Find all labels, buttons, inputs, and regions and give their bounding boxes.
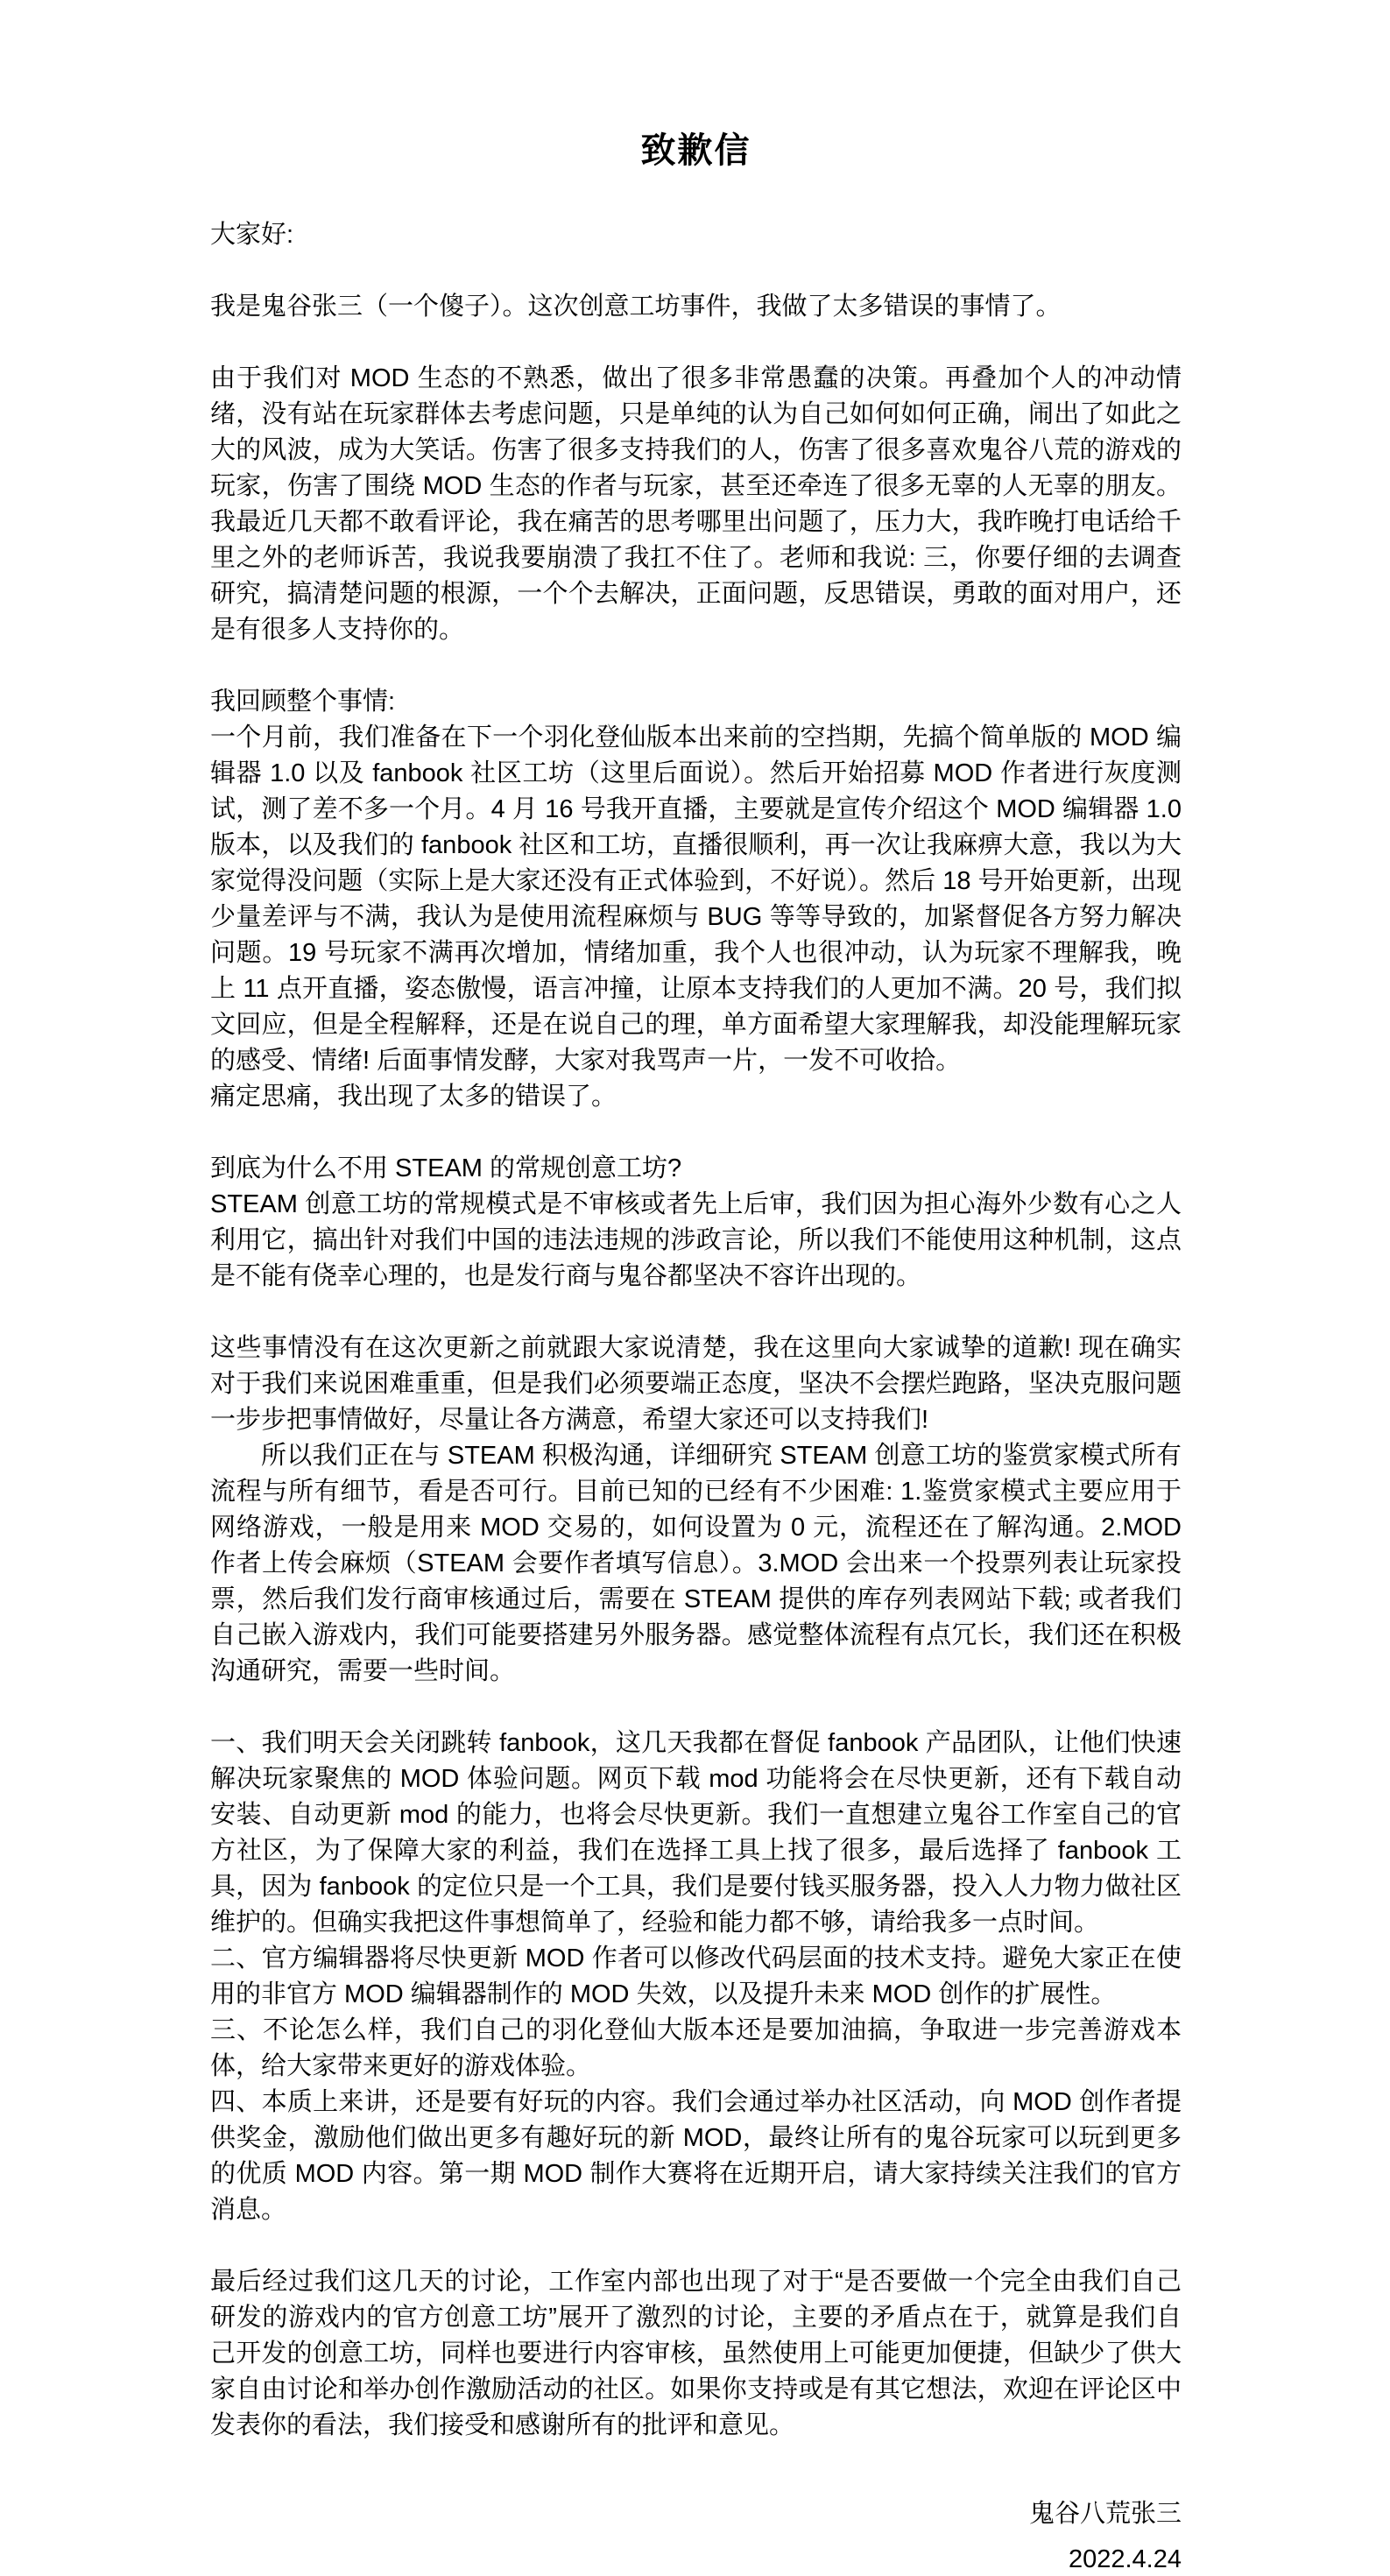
- date-line: 2022.4.24: [1068, 2545, 1182, 2573]
- mistakes-paragraph: 由于我们对 MOD 生态的不熟悉，做出了很多非常愚蠢的决策。再叠加个人的冲动情绪，没有站在玩家群体去考虑问题，只是单纯的认为自己如何如何正确，闹出了如此之大的风波，成为大笑话。伤害了很多支持我们的人，伤害了很多喜欢鬼谷八荒的游戏的玩家，伤害了围绕 MOD 生态的作者与玩家，甚至还牵连了很多无辜的人无辜的朋友。我最近几天都不敢看评论，我在痛苦的思考哪里出问题了，压力大，我昨晚打电话给千里之外的老师诉苦，我说我要崩溃了我扛不住了。老师和我说: 三，你要仔细的去调查研究，搞清楚问题的根源，一个个去解决，正面问题，反思错误，勇敢的面对用户，还是有很多人支持你的。: [210, 364, 1182, 644]
- intro-paragraph: 我是鬼谷张三（一个傻子）。这次创意工坊事件，我做了太多错误的事情了。: [210, 293, 1062, 321]
- action-item-4: 四、本质上来讲，还是要有好玩的内容。我们会通过举办社区活动，向 MOD 创作者提供奖金，激励他们做出更多有趣好玩的新 MOD，最终让所有的鬼谷玩家可以玩到更多的优质 MOD 内容。第一期 MOD 制作大赛将在近期开启，请大家持续关注我们的官方消息。: [210, 2088, 1182, 2224]
- greeting-line: 大家好:: [210, 221, 294, 249]
- action-item-3: 三、不论怎么样，我们自己的羽化登仙大版本还是要加油搞，争取进一步完善游戏本体，给大家带来更好的游戏体验。: [210, 2016, 1182, 2080]
- action-item-1: 一、我们明天会关闭跳转 fanbook，这几天我都在督促 fanbook 产品团队，让他们快速解决玩家聚焦的 MOD 体验问题。网页下载 mod 功能将会在尽快更新，还有下载自动安装、自动更新 mod 的能力，也将会尽快更新。我们一直想建立鬼谷工作室自己的官方社区，为了保障大家的利益，我们在选择工具上找了很多，最后选择了 fanbook 工具，因为 fanbook 的定位只是一个工具，我们是要付钱买服务器，投入人力物力做社区维护的。但确实我把这件事想简单了，经验和能力都不够，请给我多一点时间。: [210, 1729, 1182, 1937]
- signature: 鬼谷八荒张三: [1028, 2500, 1182, 2528]
- action-item-2: 二、官方编辑器将尽快更新 MOD 作者可以修改代码层面的技术支持。避免大家正在使用的非官方 MOD 编辑器制作的 MOD 失效，以及提升未来 MOD 创作的扩展性。: [210, 1944, 1182, 2008]
- steam-question-heading: 到底为什么不用 STEAM 的常规创意工坊?: [210, 1154, 682, 1182]
- closing-paragraph: 最后经过我们这几天的讨论，工作室内部也出现了对于“是否要做一个完全由我们自己研发的游戏内的官方创意工坊”展开了激烈的讨论，主要的矛盾点在于，就算是我们自己开发的创意工坊，同样也要进行内容审核，虽然使用上可能更加便捷，但缺少了供大家自由讨论和举办创作激励活动的社区。如果你支持或是有其它想法，欢迎在评论区中发表你的看法，我们接受和感谢所有的批评和意见。: [210, 2268, 1182, 2439]
- steam-explanation-paragraph: STEAM 创意工坊的常规模式是不审核或者先上后审，我们因为担心海外少数有心之人利用它，搞出针对我们中国的违法违规的涉政言论，所以我们不能使用这种机制，这点是不能有侥幸心理的，也是发行商与鬼谷都坚决不容许出现的。: [210, 1190, 1182, 1290]
- curator-plan-paragraph: 所以我们正在与 STEAM 积极沟通，详细研究 STEAM 创意工坊的鉴赏家模式所有流程与所有细节，看是否可行。目前已知的已经有不少困难: 1.鉴赏家模式主要应用于网络游戏，一般是用来 MOD 交易的，如何设置为 0 元，流程还在了解沟通。2.MOD 作者上传会麻烦（STEAM 会要作者填写信息）。3.MOD 会出来一个投票列表让玩家投票，然后我们发行商审核通过后，需要在 STEAM 提供的库存列表网站下载; 或者我们自己嵌入游戏内，我们可能要搭建另外服务器。感觉整体流程有点冗长，我们还在积极沟通研究，需要一些时间。: [210, 1442, 1182, 1685]
- review-conclusion: 痛定思痛，我出现了太多的错误了。: [210, 1083, 617, 1111]
- review-heading: 我回顾整个事情:: [210, 688, 396, 716]
- page-title: 致歉信: [640, 131, 751, 170]
- apology-paragraph: 这些事情没有在这次更新之前就跟大家说清楚，我在这里向大家诚挚的道歉! 现在确实对于我们来说困难重重，但是我们必须要端正态度，坚决不会摆烂跑路，坚决克服问题一步步把事情做好，尽量让各方满意，希望大家还可以支持我们!: [210, 1334, 1182, 1434]
- review-timeline-paragraph: 一个月前，我们准备在下一个羽化登仙版本出来前的空挡期，先搞个简单版的 MOD 编辑器 1.0 以及 fanbook 社区工坊（这里后面说）。然后开始招募 MOD 作者进行灰度测试，测了差不多一个月。4 月 16 号我开直播，主要就是宣传介绍这个 MOD 编辑器 1.0 版本，以及我们的 fanbook 社区和工坊，直播很顺利，再一次让我麻痹大意，我以为大家觉得没问题（实际上是大家还没有正式体验到，不好说）。然后 18 号开始更新，出现少量差评与不满，我认为是使用流程麻烦与 BUG 等等导致的，加紧督促各方努力解决问题。19 号玩家不满再次增加，情绪加重，我个人也很冲动，认为玩家不理解我，晚上 11 点开直播，姿态傲慢，语言冲撞，让原本支持我们的人更加不满。20 号，我们拟文回应，但是全程解释，还是在说自己的理，单方面希望大家理解我，却没能理解玩家的感受、情绪! 后面事情发酵，大家对我骂声一片，一发不可收拾。: [210, 723, 1182, 1075]
